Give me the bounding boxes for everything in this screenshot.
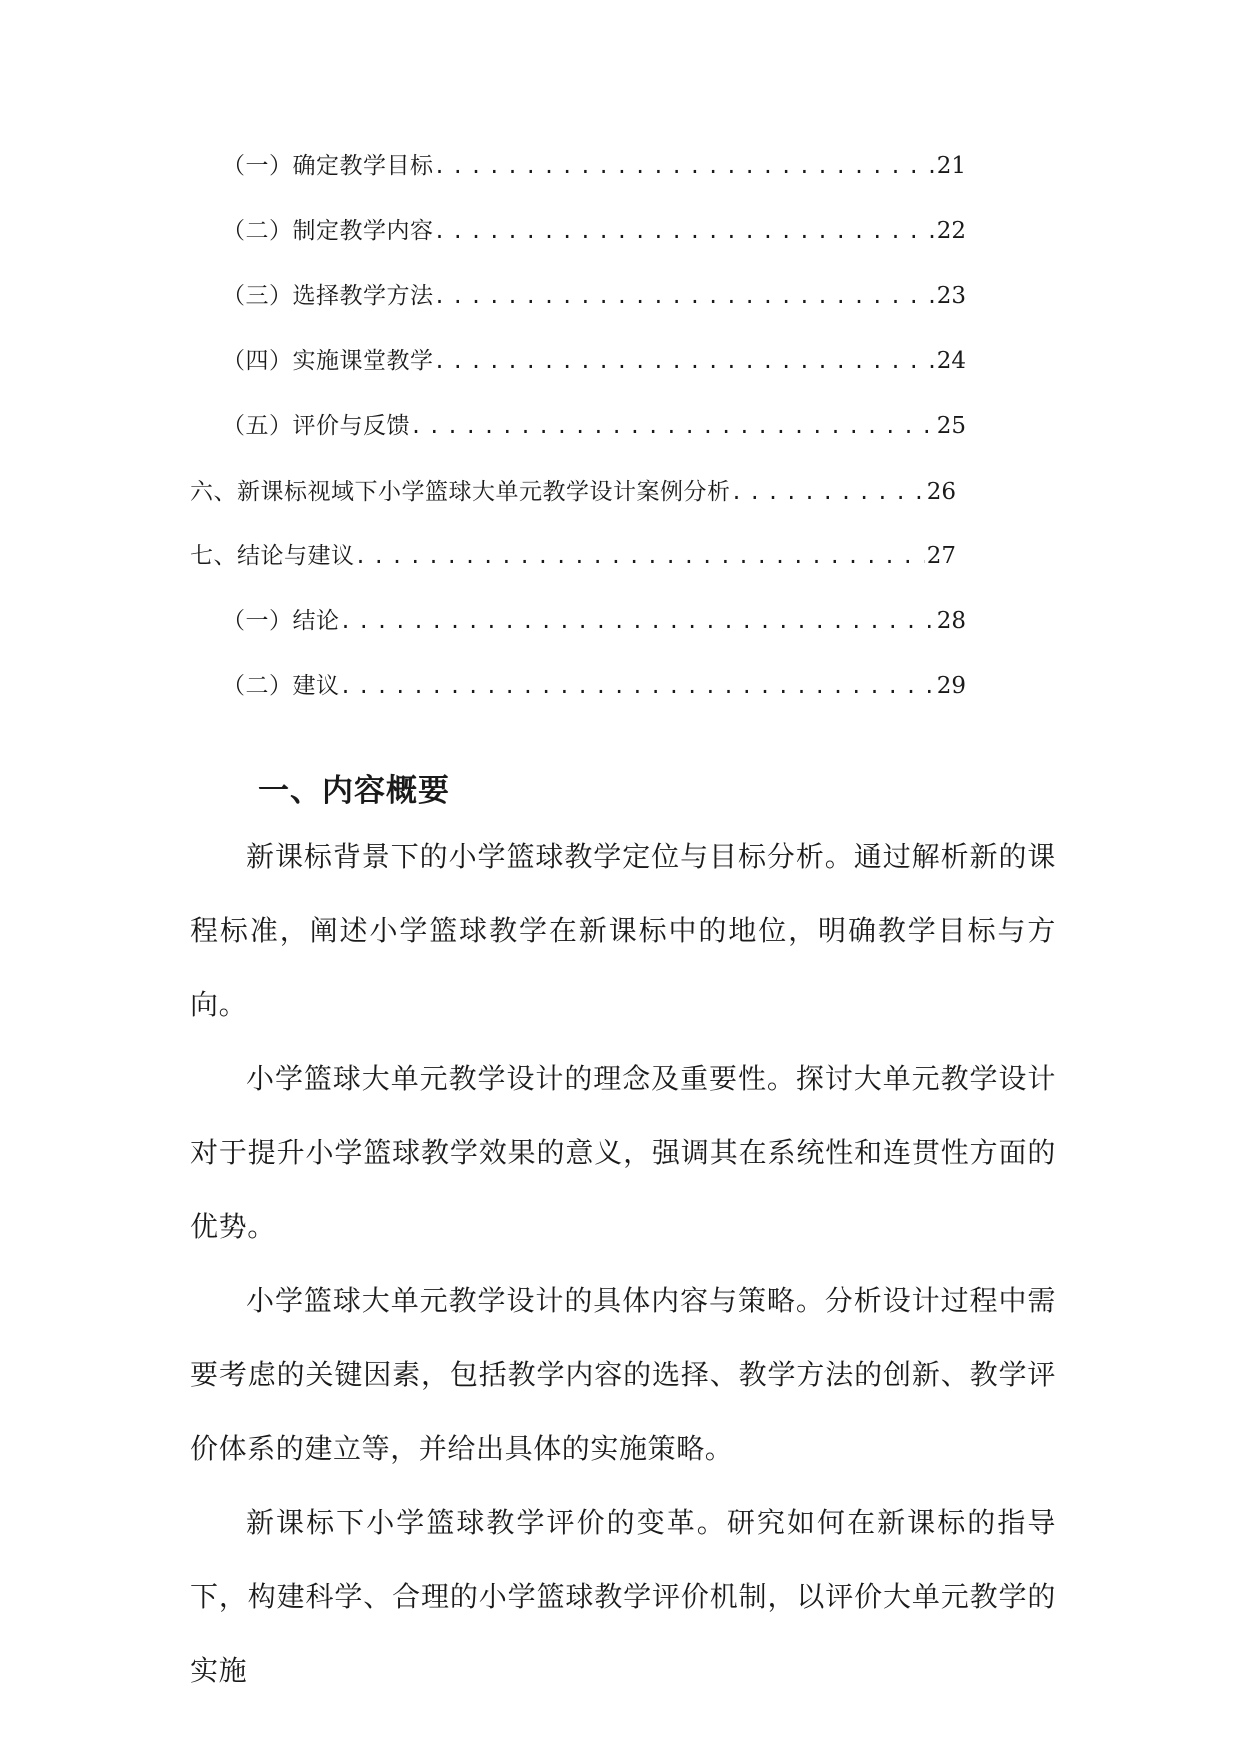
toc-leader-dots: [434, 341, 935, 381]
toc-entry-page: 27: [926, 543, 956, 569]
body-paragraph: 新课标背景下的小学篮球教学定位与目标分析。通过解析新的课程标准，阐述小学篮球教学在新课标中的地位，明确教学目标与方向。: [190, 840, 1056, 1021]
toc-leader-dots: [340, 601, 935, 641]
section-body: [190, 820, 1056, 1708]
toc-entry-page: 25: [936, 413, 966, 439]
toc-entry-label: 六、新课标视域下小学篮球大单元教学设计案例分析: [190, 479, 731, 505]
toc-entry[interactable]: [222, 276, 966, 316]
toc-leader-dots: [340, 666, 935, 706]
toc-entry-page: 23: [936, 283, 966, 309]
toc-entry-page: 28: [936, 608, 966, 634]
toc-leader-dots: [434, 211, 935, 251]
toc-entry[interactable]: [222, 666, 966, 706]
toc-entry[interactable]: [190, 536, 956, 576]
toc-leader-dots: [731, 472, 925, 512]
toc-entry-label: （五）评价与反馈: [222, 413, 410, 439]
toc-entry-page: 21: [936, 153, 966, 179]
toc-entry[interactable]: [222, 341, 966, 381]
toc-entry-label: 七、结论与建议: [190, 543, 355, 569]
toc-entry-label: （三）选择教学方法: [222, 283, 434, 309]
toc-entry[interactable]: [222, 406, 966, 446]
toc-leader-dots: [434, 146, 935, 186]
toc-entry-label: （四）实施课堂教学: [222, 348, 434, 374]
toc-entry-label: （一）确定教学目标: [222, 153, 434, 179]
toc-entry[interactable]: [222, 146, 966, 186]
toc-entry-page: 22: [936, 218, 966, 244]
body-paragraph: 小学篮球大单元教学设计的理念及重要性。探讨大单元教学设计对于提升小学篮球教学效果的意义，强调其在系统性和连贯性方面的优势。: [190, 1062, 1056, 1243]
body-paragraph: 新课标下小学篮球教学评价的变革。研究如何在新课标的指导下，构建科学、合理的小学篮球教学评价机制，以评价大单元教学的实施: [190, 1506, 1056, 1687]
toc-leader-dots: [355, 536, 925, 576]
toc-entry[interactable]: [222, 601, 966, 641]
toc-entry-label: （一）结论: [222, 608, 340, 634]
toc-leader-dots: [410, 406, 935, 446]
toc-entry-label: （二）制定教学内容: [222, 218, 434, 244]
toc-entry-label: （二）建议: [222, 673, 340, 699]
toc-entry-page: 24: [936, 348, 966, 374]
section-heading: 一、内容概要: [258, 773, 450, 809]
toc-leader-dots: [434, 276, 935, 316]
body-paragraph: 小学篮球大单元教学设计的具体内容与策略。分析设计过程中需要考虑的关键因素，包括教学内容的选择、教学方法的创新、教学评价体系的建立等，并给出具体的实施策略。: [190, 1284, 1056, 1465]
toc-entry-page: 29: [936, 673, 966, 699]
toc-entry[interactable]: [222, 211, 966, 251]
toc-entry[interactable]: [190, 472, 956, 512]
toc-entry-page: 26: [926, 479, 956, 505]
